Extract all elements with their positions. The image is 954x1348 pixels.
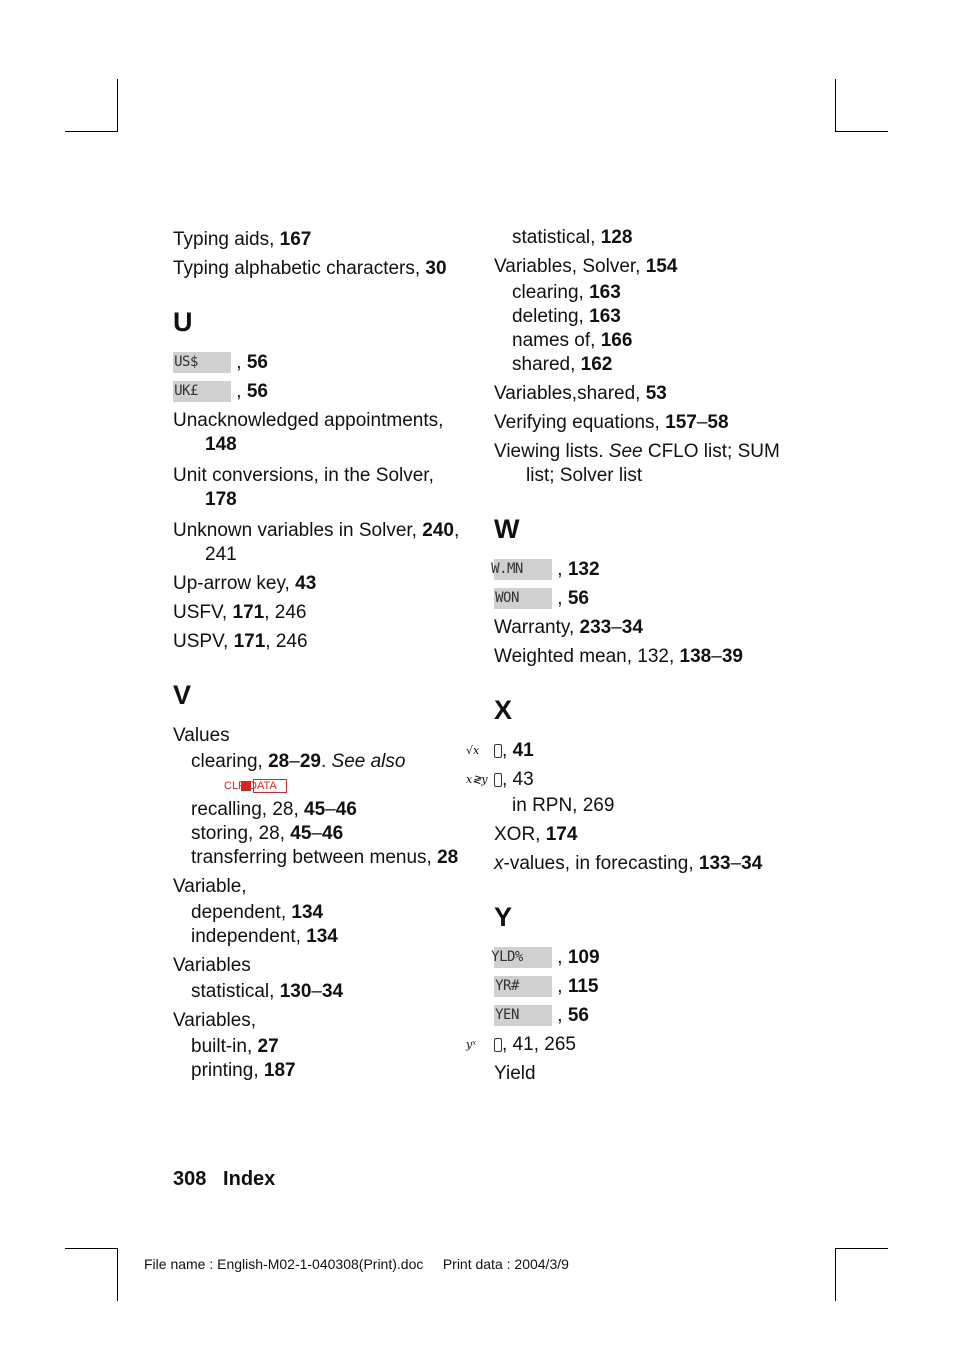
sqrt-key-icon: √x	[494, 744, 502, 758]
index-entry: YR# , 115	[495, 976, 599, 997]
menu-key-label: US$	[173, 352, 231, 373]
index-entry: Warranty, 233–34	[494, 617, 643, 638]
index-right-column	[466, 226, 794, 1086]
menu-key-label: UK£	[173, 381, 231, 402]
section-letter: U	[173, 307, 193, 337]
index-subentry: deleting, 163	[512, 306, 621, 327]
index-entry: x≷y , 43	[466, 769, 534, 790]
index-subentry: transferring between menus, 28	[191, 847, 459, 868]
index-subentry: clearing, 163	[512, 282, 621, 303]
menu-key-label: YLD%	[494, 947, 552, 968]
index-left-column	[173, 228, 463, 1083]
index-subentry: dependent, 134	[191, 902, 324, 923]
index-entry: Up-arrow key, 43	[173, 573, 317, 594]
index-subentry: built-in, 27	[191, 1036, 279, 1057]
index-entry: Viewing lists. See CFLO list; SUM list; Solver list	[494, 441, 780, 486]
index-entry: Variable,	[173, 876, 247, 897]
index-subentry: names of, 166	[512, 330, 633, 351]
index-entry: YLD% , 109	[491, 947, 600, 968]
index-entry: x-values, in forecasting, 133–34	[494, 853, 763, 874]
index-entry: Typing alphabetic characters, 30	[173, 258, 447, 279]
index-subentry: storing, 28, 45–46	[191, 823, 344, 844]
crop-mark	[835, 131, 888, 132]
section-letter: W	[494, 514, 520, 544]
index-subentry: statistical, 130–34	[191, 981, 344, 1002]
index-entry: Typing aids, 167	[173, 229, 312, 250]
menu-key-label: YEN	[494, 1005, 552, 1026]
crop-mark	[65, 131, 118, 132]
crop-mark	[835, 1248, 836, 1301]
menu-key-label: W.MN	[494, 559, 552, 580]
section-letter: V	[173, 680, 192, 710]
crop-mark	[835, 1248, 888, 1249]
menu-key-label: WON	[494, 588, 552, 609]
index-entry: Values	[173, 725, 230, 746]
index-subentry: recalling, 28, 45–46	[191, 799, 357, 820]
index-entry: USFV, 171, 246	[173, 602, 307, 623]
index-entry: XOR, 174	[494, 824, 578, 845]
index-entry: Yield	[494, 1063, 536, 1084]
index-entry: Variables	[173, 955, 251, 976]
crop-mark	[117, 79, 118, 132]
page-footer	[173, 1168, 275, 1191]
menu-key-label: YR#	[494, 976, 552, 997]
index-subentry: clearing, 28–29. See also CLR DATA	[191, 751, 406, 792]
index-entry: Variables,	[173, 1010, 257, 1031]
crop-mark	[65, 1248, 118, 1249]
index-entry: USPV, 171, 246	[173, 631, 308, 652]
index-entry: √x , 41	[466, 740, 534, 761]
crop-mark	[835, 79, 836, 132]
section-letter: Y	[494, 902, 513, 932]
index-entry: yˣ , 41, 265	[466, 1034, 576, 1055]
section-title: Index	[223, 1168, 276, 1190]
power-key-icon: yˣ	[494, 1038, 502, 1052]
index-subentry: shared, 162	[512, 354, 613, 375]
index-entry: US$ , 56	[174, 352, 268, 373]
crop-mark	[117, 1248, 118, 1301]
index-entry: Unknown variables in Solver, 240, 241	[173, 520, 460, 565]
clr-data-key: CLR DATA	[253, 779, 287, 793]
section-letter: X	[494, 695, 513, 725]
swap-key-icon: x≷y	[494, 773, 502, 787]
file-info: File name : English-M02-1-040308(Print).doc Print data : 2004/3/9	[144, 1256, 569, 1272]
index-entry: YEN , 56	[495, 1005, 589, 1026]
index-subentry: independent, 134	[191, 926, 338, 947]
index-entry: Weighted mean, 132, 138–39	[494, 646, 743, 667]
index-entry: Variables,shared, 53	[494, 383, 667, 404]
index-subentry: statistical, 128	[512, 227, 633, 248]
index-entry: W.MN , 132	[491, 559, 600, 580]
index-entry: Unit conversions, in the Solver, 178	[173, 465, 434, 510]
index-subentry: printing, 187	[191, 1060, 296, 1081]
index-entry: Verifying equations, 157–58	[494, 412, 729, 433]
index-entry: Unacknowledged appointments, 148	[173, 410, 444, 455]
index-entry: UK£ , 56	[174, 381, 268, 402]
page-number: 308	[173, 1168, 207, 1190]
index-entry: WON , 56	[495, 588, 589, 609]
index-entry: Variables, Solver, 154	[494, 256, 678, 277]
index-subentry: in RPN, 269	[512, 795, 615, 816]
